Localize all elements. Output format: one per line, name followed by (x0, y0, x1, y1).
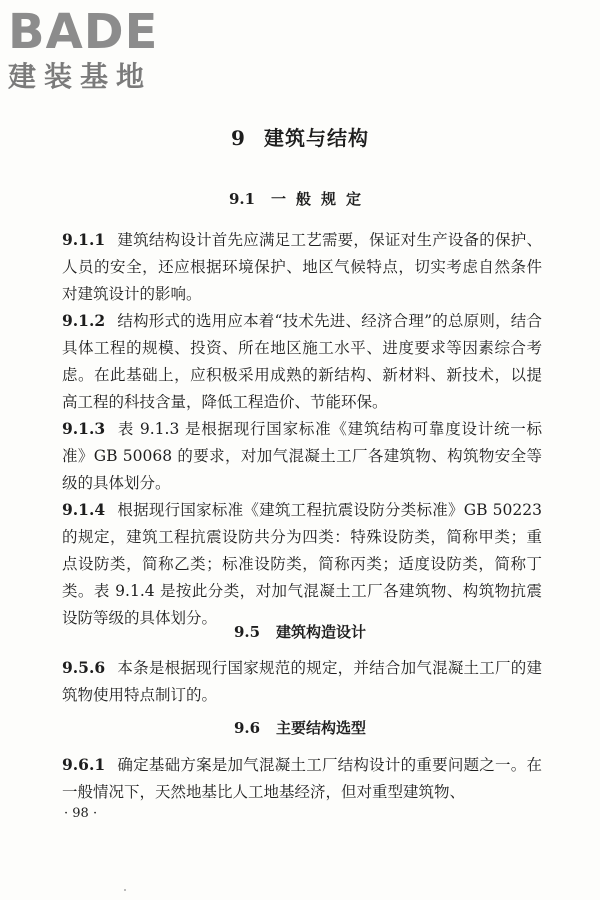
bade-logo (8, 6, 178, 94)
scan-speck (124, 889, 126, 891)
paragraph-9-1-4 (62, 496, 542, 632)
clause-number: 9.1.3 (62, 419, 106, 438)
clause-text: 结构形式的选用应本着“技术先进、经济合理”的总原则，结合具体工程的规模、投资、所在地区施工水平、进度要求等因素综合考虑。在此基础上，应积极采用成熟的新结构、新材料、新技术，以提高工程的科技含量，降低工程造价、节能环保。 (62, 312, 542, 411)
section-heading-9-1 (0, 188, 600, 209)
section-number: 9.1 (228, 190, 256, 208)
clause-text: 本条是根据现行国家规范的规定，并结合加气混凝土工厂的建筑物使用特点制订的。 (62, 659, 542, 704)
clause-text: 建筑结构设计首先应满足工艺需要，保证对生产设备的保护、人员的安全，还应根据环境保护、地区气候特点，切实考虑自然条件对建筑设计的影响。 (62, 231, 542, 303)
chapter-title (0, 122, 600, 151)
paragraph-9-1-1 (62, 226, 542, 308)
clause-text: 确定基础方案是加气混凝土工厂结构设计的重要问题之一。在一般情况下，天然地基比人工地基经济，但对重型建筑物、 (62, 756, 542, 801)
paragraph-9-5-6 (62, 654, 542, 709)
section-heading-9-6 (0, 717, 600, 738)
clause-number: 9.6.1 (62, 755, 106, 774)
logo-wordmark: BADE (8, 4, 159, 60)
clause-number: 9.1.4 (62, 500, 106, 519)
section-title: 主要结构选型 (276, 719, 367, 737)
clause-number: 9.1.2 (62, 311, 106, 330)
section-heading-9-5 (0, 621, 600, 642)
clause-text: 表 9.1.3 是根据现行国家标准《建筑结构可靠度设计统一标准》GB 50068 的要求，对加气混凝土工厂各建筑物、构筑物安全等级的具体划分。 (62, 420, 542, 492)
chapter-number: 9 (231, 126, 246, 150)
section-title: 建筑构造设计 (276, 623, 367, 641)
section-number: 9.6 (233, 719, 261, 737)
page-number: · 98 · (64, 806, 98, 821)
section-title: 一般规定 (271, 190, 372, 208)
chapter-name: 建筑与结构 (263, 126, 369, 150)
paragraph-9-1-3 (62, 415, 542, 497)
logo-subtitle: 建装基地 (8, 60, 153, 93)
paragraph-9-1-2 (62, 307, 542, 416)
clause-number: 9.5.6 (62, 658, 106, 677)
clause-number: 9.1.1 (62, 230, 106, 249)
clause-text: 根据现行国家标准《建筑工程抗震设防分类标准》GB 50223的规定，建筑工程抗震设防共分为四类：特殊设防类，简称甲类；重点设防类，简称乙类；标准设防类，简称丙类；适度设防类，简称丁类。表 9.1.4 是按此分类，对加气混凝土工厂各建筑物、构筑物抗震设防等级的具体划分。 (62, 501, 542, 627)
section-number: 9.5 (233, 623, 261, 641)
paragraph-9-6-1 (62, 751, 542, 806)
